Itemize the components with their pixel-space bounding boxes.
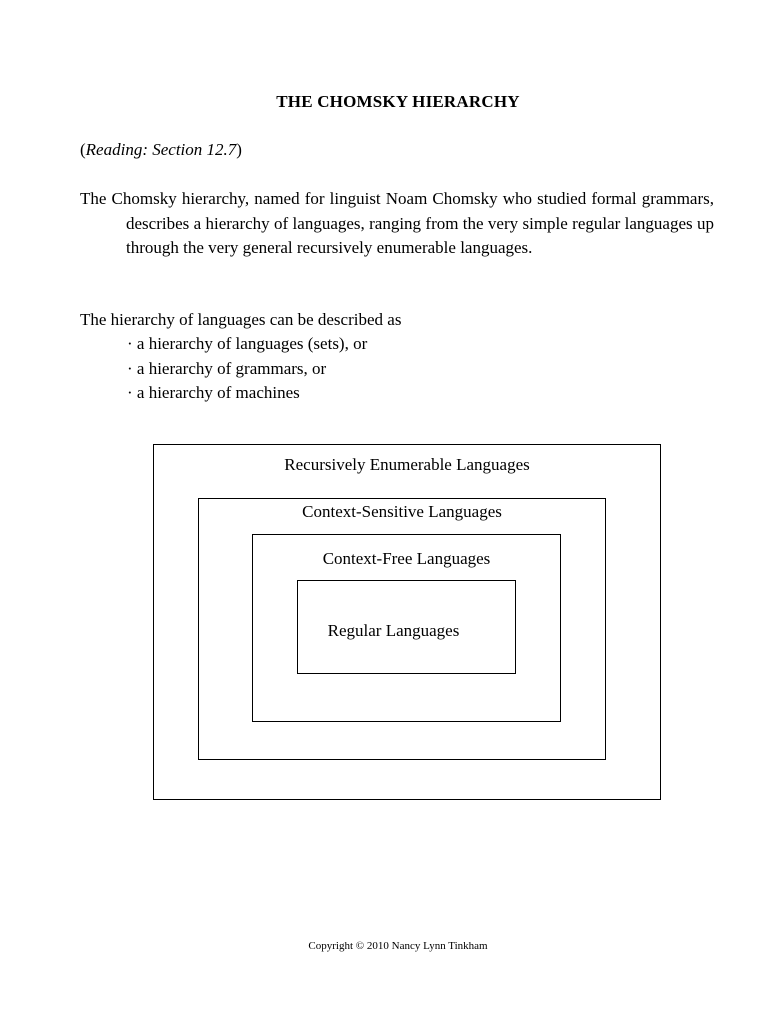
list-item: · a hierarchy of languages (sets), or [127, 334, 368, 353]
reading-text: Reading: Section 12.7 [85, 140, 237, 159]
hierarchy-intro: The hierarchy of languages can be described as [80, 310, 402, 329]
reading-reference [80, 140, 242, 160]
page-title: THE CHOMSKY HIERARCHY [276, 92, 520, 111]
hierarchy-list [127, 332, 367, 406]
reading-close-paren: ) [236, 140, 242, 159]
copyright-footer: Copyright © 2010 Nancy Lynn Tinkham [308, 940, 488, 952]
label-context-sensitive: Context-Sensitive Languages [302, 502, 502, 521]
label-context-free: Context-Free Languages [322, 549, 491, 568]
list-item: · a hierarchy of grammars, or [127, 358, 327, 378]
reading-open-paren: ( [80, 140, 86, 159]
list-item: · a hierarchy of machines [127, 383, 300, 402]
box-regular [297, 580, 516, 674]
label-recursively-enumerable: Recursively Enumerable Languages [284, 455, 530, 474]
intro-paragraph: The Chomsky hierarchy, named for linguist Noam Chomsky who studied formal grammars, describes a hierarchy of languages, ranging from the very simple regular languages up through the very general recursively enumerable languages. [80, 189, 714, 257]
label-regular: Regular Languages [327, 621, 460, 640]
